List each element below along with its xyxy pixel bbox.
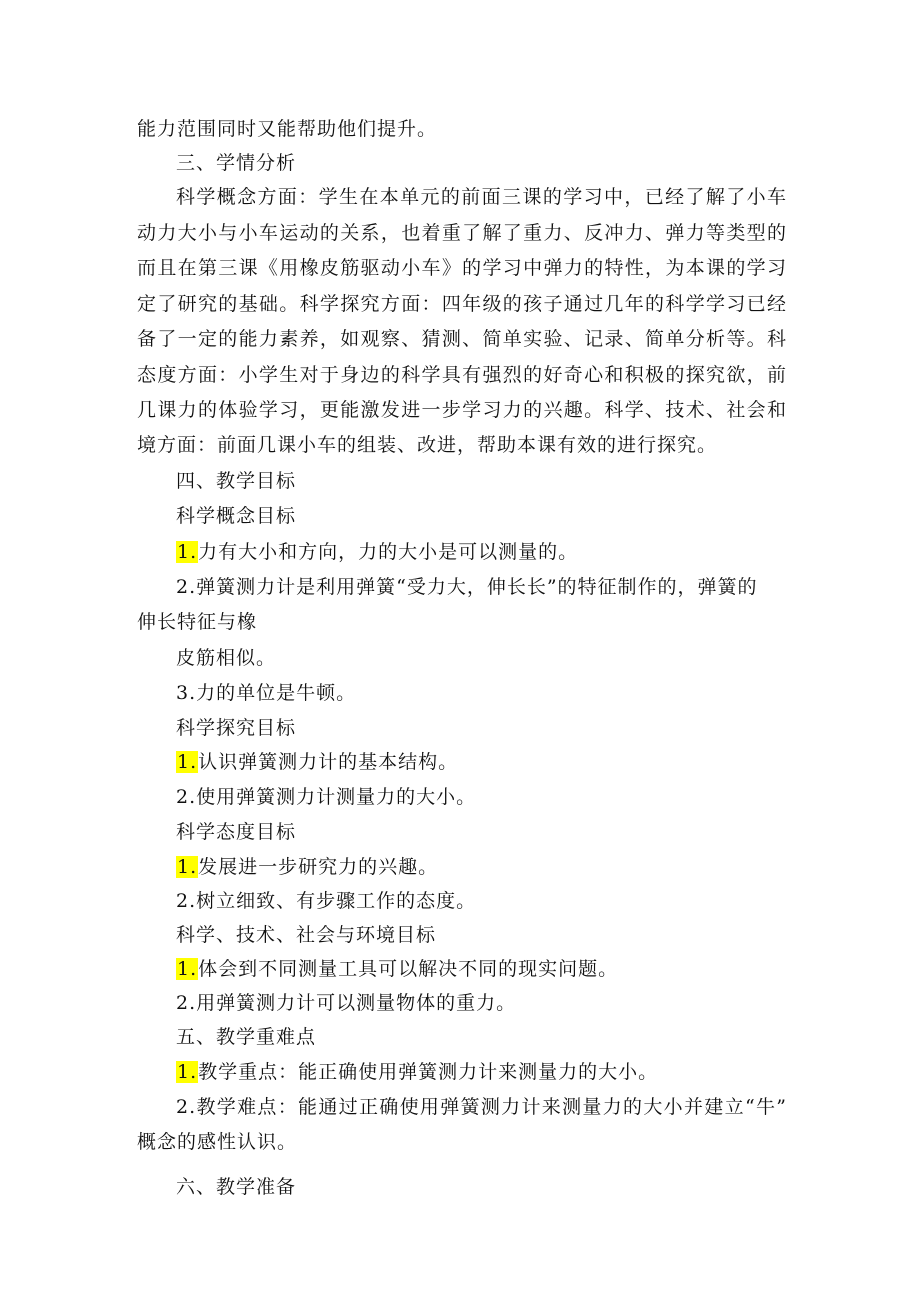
list-item: 2.树立细致、有步骤工作的态度。 — [176, 890, 477, 912]
paragraph-line: 境方面：前面几课小车的组装、改进，帮助本课有效的进行探究。 — [137, 434, 718, 456]
subsection-heading: 科学态度目标 — [176, 821, 297, 843]
highlighted-number: 1. — [177, 751, 198, 773]
list-item-continuation: 概念的感性认识。 — [137, 1131, 298, 1153]
paragraph-line: 几课力的体验学习，更能激发进一步学习力的兴趣。科学、技术、社会和 — [137, 399, 787, 421]
highlighted-number: 1. — [177, 541, 198, 563]
paragraph-line: 动力大小与小车运动的关系，也着重了解了重力、反冲力、弹力等类型的 — [137, 222, 787, 244]
list-item-text: 认识弹簧测力计的基本结构。 — [198, 751, 459, 773]
subsection-heading: 科学概念目标 — [176, 505, 297, 527]
highlighted-number: 1. — [177, 1061, 198, 1083]
section-heading-6: 六、教学准备 — [176, 1176, 297, 1198]
highlighted-number: 1. — [177, 856, 198, 878]
paragraph-line: 备了一定的能力素养，如观察、猜测、简单实验、记录、简单分析等。科 — [137, 328, 787, 350]
list-item: 2.弹簧测力计是利用弹簧“受力大，伸长长”的特征制作的，弹簧的 — [176, 576, 758, 598]
list-item-text: 体会到不同测量工具可以解决不同的现实问题。 — [198, 958, 619, 980]
list-item: 3.力的单位是牛顿。 — [176, 682, 357, 704]
section-heading-5: 五、教学重难点 — [176, 1026, 317, 1048]
list-item — [176, 745, 787, 779]
paragraph-line: 态度方面：小学生对于身边的科学具有强烈的好奇心和积极的探究欲，前 — [137, 364, 787, 386]
list-item-text: 教学重点：能正确使用弹簧测力计来测量力的大小。 — [198, 1061, 659, 1083]
list-item — [176, 850, 787, 884]
list-item-continuation: 皮筋相似。 — [176, 647, 277, 669]
list-item: 2.用弹簧测力计可以测量物体的重力。 — [176, 992, 517, 1014]
section-heading-3: 三、学情分析 — [176, 152, 297, 174]
list-item — [176, 1055, 787, 1089]
list-item-text: 力有大小和方向，力的大小是可以测量的。 — [198, 541, 579, 563]
list-item: 2.使用弹簧测力计测量力的大小。 — [176, 786, 477, 808]
text-line: 能力范围同时又能帮助他们提升。 — [137, 118, 438, 140]
list-item-text: 发展进一步研究力的兴趣。 — [198, 856, 439, 878]
paragraph-line: 而且在第三课《用橡皮筋驱动小车》的学习中弹力的特性，为本课的学习 — [137, 257, 787, 279]
paragraph-line: 定了研究的基础。科学探究方面：四年级的孩子通过几年的科学学习已经 — [137, 293, 787, 315]
list-item — [176, 952, 787, 986]
highlighted-number: 1. — [177, 958, 198, 980]
subsection-heading: 科学探究目标 — [176, 717, 297, 739]
list-item-continuation: 伸长特征与橡 — [137, 611, 258, 633]
paragraph-line: 科学概念方面：学生在本单元的前面三课的学习中，已经了解了小车 — [176, 186, 787, 208]
section-heading-4: 四、教学目标 — [176, 470, 297, 492]
list-item: 2.教学难点：能通过正确使用弹簧测力计来测量力的大小并建立“牛” — [176, 1096, 787, 1118]
list-item — [176, 535, 787, 569]
subsection-heading: 科学、技术、社会与环境目标 — [176, 924, 437, 946]
